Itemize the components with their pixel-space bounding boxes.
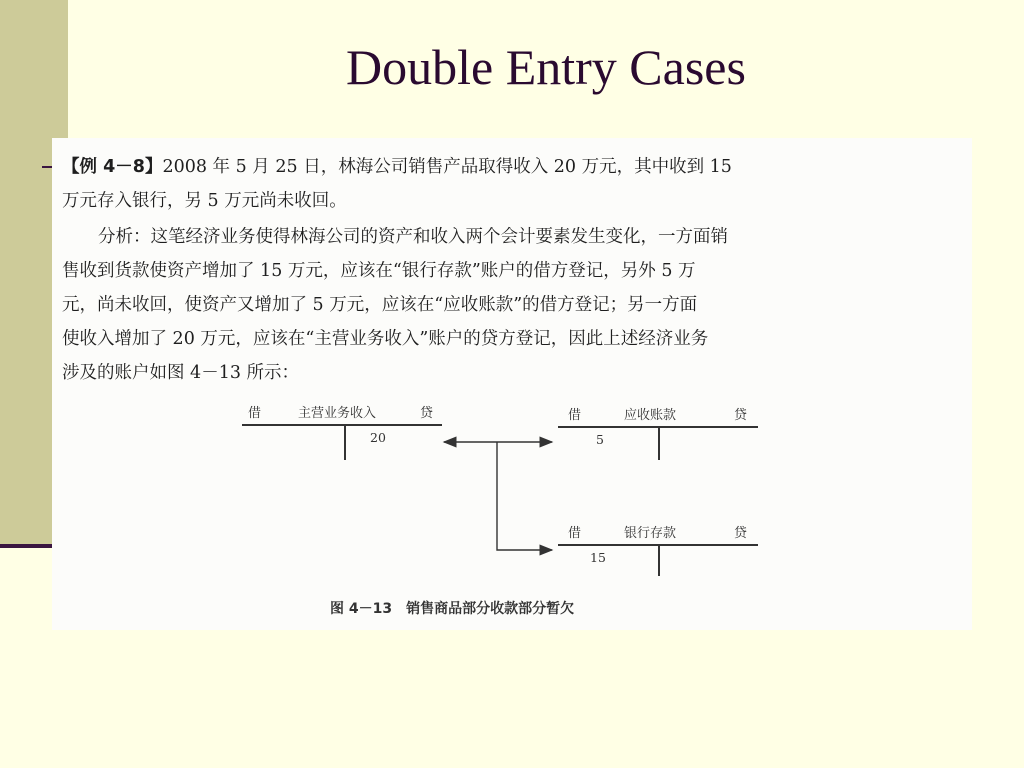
- figure-caption: 图 4－13 销售商品部分收款部分暂欠: [330, 601, 575, 617]
- analysis-line-4: 使收入增加了 20 万元，应该在“主营业务收入”账户的贷方登记，因此上述经济业务: [62, 329, 709, 349]
- debit-label: 借: [568, 408, 582, 423]
- account-name: 银行存款: [624, 526, 677, 541]
- credit-label: 贷: [734, 408, 748, 423]
- debit-entry: 15: [590, 550, 606, 565]
- arrow-to-bank: [497, 442, 552, 550]
- analysis-line-3: 元，尚未收回，使资产又增加了 5 万元，应该在“应收账款”的借方登记；另一方面: [62, 295, 698, 315]
- credit-entry: 20: [370, 430, 386, 445]
- scanned-textbook-page: [52, 138, 972, 630]
- entry-arrows: [52, 138, 972, 630]
- example-line-2: 万元存入银行，另 5 万元尚未收回。: [62, 191, 347, 211]
- credit-label: 贷: [734, 526, 748, 541]
- account-name: 应收账款: [624, 408, 677, 423]
- example-text-1: 2008 年 5 月 25 日，林海公司销售产品取得收入 20 万元，其中收到 15: [162, 157, 732, 177]
- debit-label: 借: [568, 526, 582, 541]
- example-label: 【例 4－8】: [62, 157, 163, 177]
- analysis-line-2: 售收到货款使资产增加了 15 万元，应该在“银行存款”账户的借方登记，另外 5 万: [62, 261, 696, 281]
- debit-label: 借: [248, 406, 262, 421]
- account-name: 主营业务收入: [298, 406, 377, 421]
- credit-label: 贷: [420, 406, 434, 421]
- slide-title: Double Entry Cases: [346, 39, 746, 95]
- analysis-line-5: 涉及的账户如图 4－13 所示：: [62, 363, 300, 383]
- debit-entry: 5: [596, 432, 604, 447]
- analysis-line-1: 分析：这笔经济业务使得林海公司的资产和收入两个会计要素发生变化，一方面销: [98, 227, 728, 247]
